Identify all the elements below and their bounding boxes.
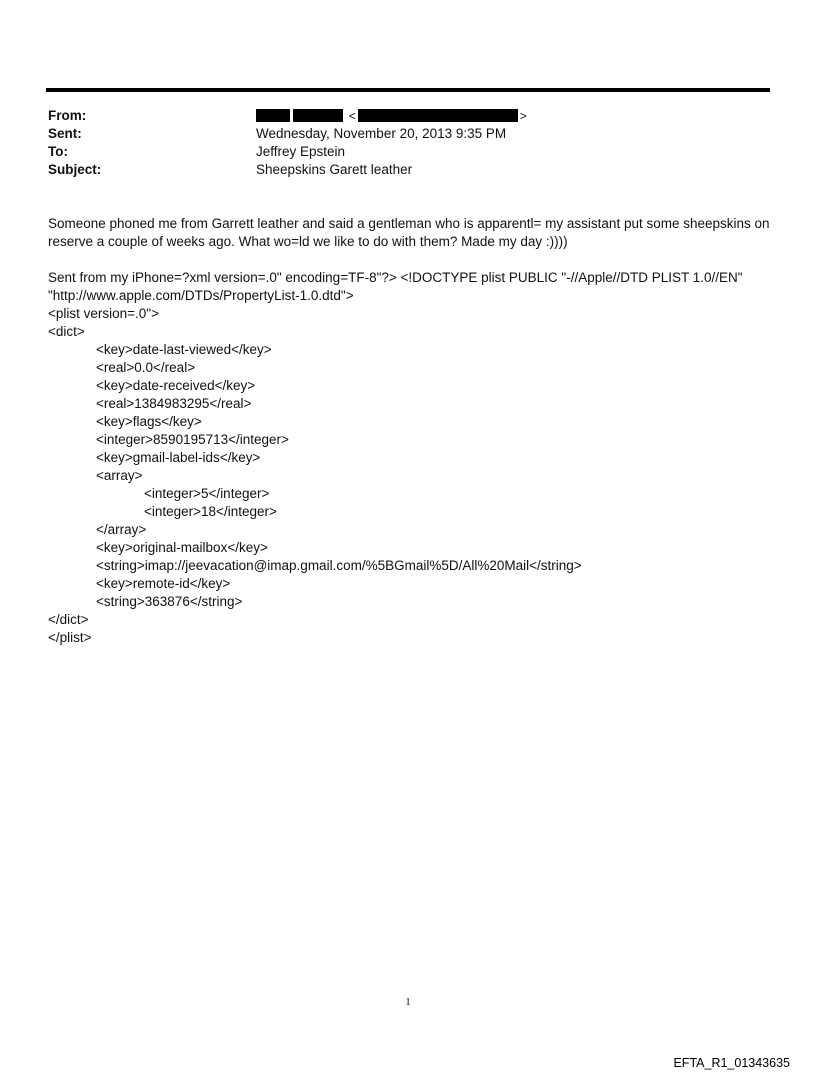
xml-line: </dict> (48, 612, 89, 627)
from-label: From: (48, 108, 87, 123)
xml-line: <key>original-mailbox</key> (96, 540, 268, 555)
xml-line: <real>0.0</real> (96, 360, 196, 375)
xml-line: <real>1384983295</real> (96, 396, 252, 411)
signature-text: Sent from my iPhone=?xml version=.0" encoding=TF-8"?> <!DOCTYPE plist PUBLIC "-//Apple//DTD PLIST 1.0//EN" "http://www.apple.com/DTDs/PropertyList-1.0.dtd"> (48, 270, 743, 303)
xml-line: <array> (96, 468, 143, 483)
body-paragraph: Someone phoned me from Garrett leather and said a gentleman who is apparentl= my assistant put some sheepskins on reserve a couple of weeks ago. What wo=ld we like to do with them? Made my day :)))) (48, 216, 770, 249)
document-id: EFTA_R1_01343635 (673, 1056, 790, 1070)
xml-line: <key>date-received</key> (96, 378, 256, 393)
to-value: Jeffrey Epstein (256, 144, 346, 159)
redaction-block (256, 109, 290, 122)
redaction-block (293, 109, 343, 122)
sent-value: Wednesday, November 20, 2013 9:35 PM (256, 126, 507, 141)
email-header (48, 107, 768, 179)
spacer (48, 251, 778, 269)
xml-line: <key>flags</key> (96, 414, 202, 429)
to-row (48, 143, 768, 161)
from-open-bracket: < (348, 109, 356, 123)
to-label: To: (48, 144, 68, 159)
xml-line: <key>gmail-label-ids</key> (96, 450, 261, 465)
email-body (48, 215, 778, 647)
xml-line: <string>imap://jeevacation@imap.gmail.com/%5BGmail%5D/All%20Mail</string> (96, 558, 582, 573)
sent-row (48, 125, 768, 143)
xml-line: <key>date-last-viewed</key> (96, 342, 272, 357)
xml-line: </plist> (48, 630, 92, 645)
xml-line: <integer>18</integer> (144, 504, 277, 519)
xml-line: <integer>5</integer> (144, 486, 270, 501)
xml-line: </array> (96, 522, 147, 537)
xml-line: <dict> (48, 324, 85, 339)
from-close-bracket: > (519, 109, 527, 123)
header-rule (46, 88, 770, 92)
xml-line: <plist version=.0"> (48, 306, 159, 321)
xml-line: <integer>8590195713</integer> (96, 432, 289, 447)
subject-value: Sheepskins Garett leather (256, 162, 413, 177)
subject-row (48, 161, 768, 179)
from-value (256, 107, 529, 125)
subject-label: Subject: (48, 162, 102, 177)
from-row (48, 107, 768, 125)
xml-line: <key>remote-id</key> (96, 576, 231, 591)
page-number: 1 (405, 996, 411, 1008)
xml-line: <string>363876</string> (96, 594, 243, 609)
sent-label: Sent: (48, 126, 82, 141)
redaction-block (358, 109, 518, 122)
